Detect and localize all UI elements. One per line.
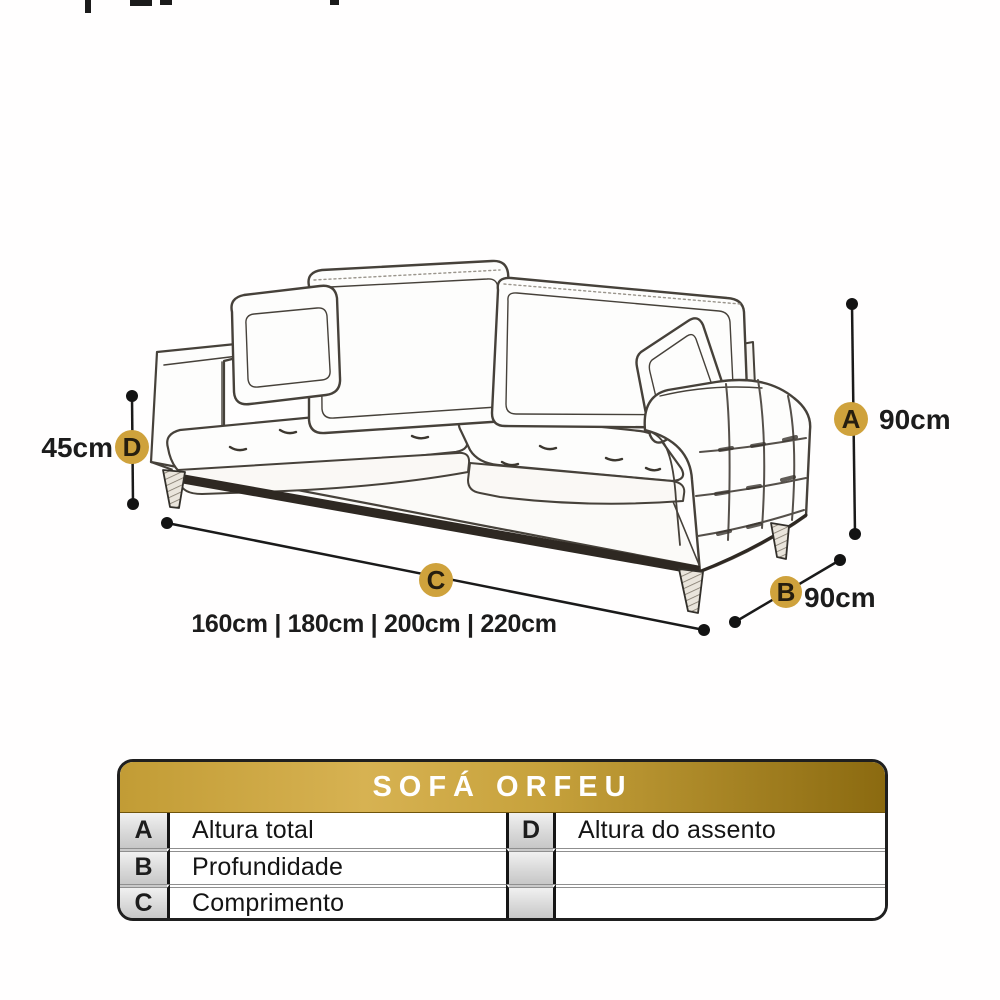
dimension-a bbox=[834, 298, 951, 540]
spec-table bbox=[117, 759, 888, 921]
table-label-empty-1 bbox=[556, 848, 885, 883]
top-edge-crop-artifacts bbox=[85, 0, 339, 13]
dimension-b-value: 90cm bbox=[804, 582, 876, 613]
table-label-comprimento: Comprimento bbox=[170, 884, 506, 919]
throw-pillow-left bbox=[232, 286, 341, 405]
table-letter-b: B bbox=[120, 848, 170, 883]
table-label-empty-2 bbox=[556, 884, 885, 919]
sofa-sketch bbox=[151, 261, 810, 613]
spec-table-title: SOFÁ ORFEU bbox=[120, 762, 885, 813]
marker-letter-d: D bbox=[122, 432, 142, 462]
dimension-d-value: 45cm bbox=[41, 432, 113, 463]
table-letter-a: A bbox=[120, 813, 170, 848]
table-label-profundidade: Profundidade bbox=[170, 848, 506, 883]
dimension-c-values: 160cm | 180cm | 200cm | 220cm bbox=[191, 610, 557, 638]
dimension-b bbox=[729, 554, 876, 628]
table-letter-c: C bbox=[120, 884, 170, 919]
table-label-altura-total: Altura total bbox=[170, 813, 506, 848]
spec-table-grid bbox=[120, 813, 885, 919]
table-letter-empty-2 bbox=[506, 884, 556, 919]
table-label-altura-do-assento: Altura do assento bbox=[556, 813, 885, 848]
marker-letter-a: A bbox=[841, 404, 861, 434]
table-letter-d: D bbox=[506, 813, 556, 848]
dimension-a-value: 90cm bbox=[879, 404, 951, 435]
table-letter-empty-1 bbox=[506, 848, 556, 883]
marker-letter-c: C bbox=[426, 565, 446, 595]
dimension-d bbox=[41, 390, 149, 510]
marker-letter-b: B bbox=[776, 577, 796, 607]
back-cushion-left bbox=[309, 261, 520, 433]
